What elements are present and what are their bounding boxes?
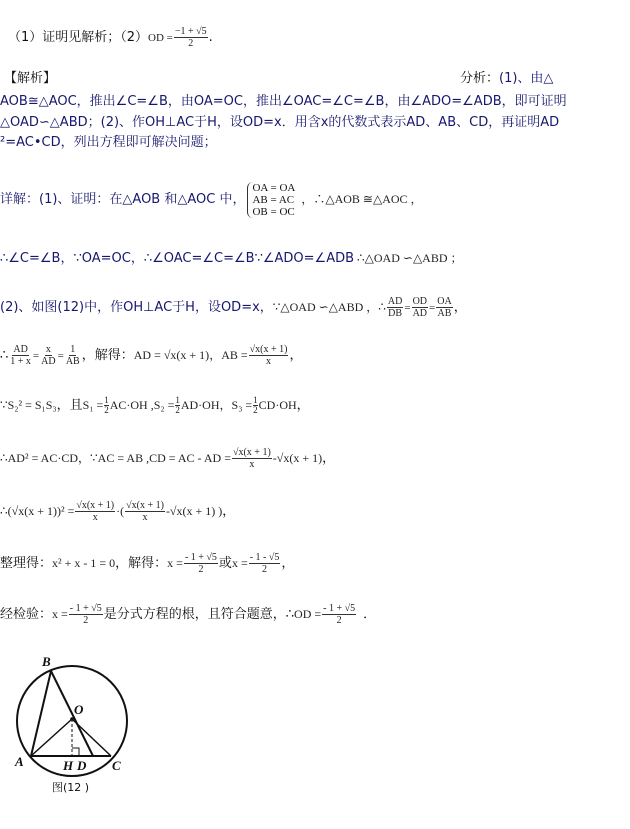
detail-6-end: ，: [322, 451, 336, 466]
ratio-3: [436, 296, 452, 319]
eq-frac-1-num: √x(x + 1): [76, 500, 115, 511]
detail-line-5: [0, 396, 310, 415]
ab-den: x: [266, 356, 272, 367]
ratio-6-den: AB: [65, 356, 80, 367]
root-1-num: - 1 + √5: [184, 552, 217, 563]
detail-5-and: ，且: [56, 398, 83, 413]
detail-2-text: ∴∠C=∠B，∵OA=OC，∴∠OAC=∠C=∠B∵∠ADO=∠ADB: [0, 251, 355, 266]
eq-frac-2-num: √x(x + 1): [126, 500, 164, 511]
detail-1-intro: 详解：(1)、证明：在△AOB 和△AOC 中，: [0, 192, 246, 207]
answer-end: .: [208, 30, 213, 45]
label-d: D: [77, 758, 87, 773]
half-2: $\frac{1}{2}$: [175, 395, 180, 415]
detail-line-3: (2)、如图(12)中，作OH⊥AC于H，设OD=x，∵△OAD ∽△ABD ，∴ $\frac{AD}{DB}$ = $\frac{OD}{AD}$ = $\frac{OA}{AB}$ ，: [0, 296, 467, 319]
root-2: [249, 552, 281, 575]
ratio-2-num: OD: [412, 296, 428, 307]
detail-4-end: ，: [289, 348, 303, 363]
ratio-6: [65, 344, 81, 367]
ratio-4-den: 1 + x: [10, 356, 31, 367]
conclusion-text: 是分式方程的根，且符合题意，∴: [103, 607, 295, 622]
quadratic-equation: x² + x - 1 = 0: [52, 556, 116, 570]
detail-line-1: [0, 181, 423, 218]
detail-line-4: ∴ $\frac{AD}{1 + x}$ = $\frac{x}{AD}$ = $\frac{1}{AB}$ ，解得：AD = √x(x + 1)，AB = $\frac{√x(x + 1)}{x}$ ，: [0, 344, 303, 367]
ratio-1-num: AD: [387, 296, 403, 307]
analysis-line-3: ²=AC•CD，列出方程即可解决问题；: [0, 135, 217, 150]
fenxi-text-1: (1)、由△: [499, 71, 554, 86]
s2-expr: AD·OH: [180, 398, 220, 412]
half-1: $\frac{1}{2}$: [104, 395, 109, 415]
root-3-den: 2: [83, 615, 89, 626]
ratio-3-den: AB: [437, 308, 452, 319]
ad-expression: AD = √x(x + 1): [133, 348, 210, 362]
ad-squared: ∴AD² = AC·CD: [0, 451, 79, 465]
od-final-num: - 1 + √5: [323, 603, 356, 614]
segment-bd: [51, 671, 93, 756]
cd-den: x: [249, 459, 255, 470]
jiede-label: ，解得：: [115, 556, 168, 571]
center-point: [70, 717, 74, 721]
ratio-1: [387, 296, 403, 319]
eq-fraction-2: [125, 500, 165, 523]
od-final-den: 2: [336, 615, 342, 626]
cd-num: √x(x + 1): [232, 447, 271, 458]
root-1-den: 2: [198, 564, 204, 575]
root-2-num: - 1 - √5: [249, 552, 280, 563]
od-denominator: 2: [188, 38, 194, 49]
ab-num: √x(x + 1): [249, 344, 288, 355]
segment-ab: [31, 671, 51, 756]
detail-7-end: ，: [222, 504, 236, 519]
answer-part1: （1）证明见解析；（2）: [8, 30, 149, 45]
od-label-final: OD =: [294, 607, 322, 621]
ratio-2-den: AD: [412, 308, 428, 319]
detail-line-8: [0, 552, 294, 575]
geometry-figure: [0, 650, 150, 800]
s1-label: S₁ =: [82, 398, 104, 412]
fenxi-start: [460, 70, 553, 88]
label-h: H: [63, 758, 74, 773]
detail-5-end: ，: [296, 398, 310, 413]
segment-oa: [31, 719, 72, 756]
segment-oc: [72, 719, 111, 756]
jianyan-label: 经检验：: [0, 607, 53, 622]
ratio-5: [40, 344, 56, 367]
dot-paren: ·(: [116, 504, 125, 518]
detail-line-7: [0, 500, 235, 523]
od-fraction: [174, 26, 208, 49]
x-label-1: x =: [167, 556, 183, 570]
s3-expr: CD·OH: [258, 398, 297, 412]
label-c: C: [112, 758, 121, 773]
ratio-6-num: 1: [70, 344, 76, 355]
cd-fraction: [232, 447, 272, 470]
detail-3-similar: ∵△OAD ∽△ABD ，∴: [272, 300, 386, 314]
detail-line-6: [0, 447, 335, 470]
equation-right: -√x(x + 1) ): [165, 504, 223, 518]
x-label-2: x =: [231, 556, 248, 570]
zhengli-label: 整理得：: [0, 556, 53, 571]
ratio-4-num: AD: [13, 344, 28, 355]
ratio-3-num: OA: [437, 296, 452, 307]
ratio-1-den: DB: [388, 308, 403, 319]
area-relation: ∵S₂² = S₁S₃: [0, 398, 57, 412]
system-eq-1: OA = OA: [252, 181, 296, 194]
right-angle-mark: [72, 748, 79, 756]
detail-3-text: (2)、如图(12)中，作OH⊥AC于H，设OD=x，: [0, 300, 273, 315]
cd-expression: ，∵AC = AB ,CD = AC - AD =: [78, 451, 231, 465]
ab-label: ，AB =: [209, 348, 248, 362]
detail-line-2: [0, 249, 463, 268]
detail-3-end: ，: [453, 300, 467, 315]
ratio-5-den: AD: [41, 356, 56, 367]
label-a: A: [15, 754, 24, 769]
od-label: OD =: [148, 32, 173, 44]
system-eq-3: OB = OC: [252, 205, 295, 218]
label-b: B: [42, 654, 51, 669]
root-1: [184, 552, 218, 575]
s2-label: S₂ =: [153, 398, 175, 412]
jiexi-heading: 【解析】: [4, 71, 57, 86]
detail-4-solve: ，解得：: [81, 348, 134, 363]
od-final-fraction: [322, 603, 356, 626]
s1-expr: AC·OH ,: [109, 398, 154, 412]
od-numerator: −1 + √5: [174, 26, 207, 37]
equation-left: ∴(√x(x + 1))² =: [0, 504, 75, 518]
analysis-line-2: △OAD∽△ABD；(2)、作OH⊥AC于H，设OD=x．用含x的代数式表示AD、AB、CD，再证明AD: [0, 115, 560, 130]
figure-caption: 图(12 ): [52, 781, 90, 794]
eq-fraction-1: [75, 500, 115, 523]
root-2-den: 2: [262, 564, 268, 575]
detail-2-similar: ∴△OAD ∽△ABD ；: [354, 251, 463, 265]
answer-line: [8, 26, 213, 49]
detail-8-end: ，: [281, 556, 295, 571]
root-3-num: - 1 + √5: [69, 603, 102, 614]
congruence-system: [247, 182, 295, 218]
detail-1-conclusion: ，∴△AOB ≅△AOC ，: [301, 192, 423, 206]
therefore-symbol: ∴: [0, 348, 9, 363]
ratio-5-num: x: [45, 344, 51, 355]
x-label-3: x =: [52, 607, 68, 621]
system-eq-2: AB = AC: [252, 193, 295, 206]
root-3: [69, 603, 103, 626]
ratio-4: [9, 344, 32, 367]
cd-minus: -√x(x + 1): [272, 451, 323, 465]
analysis-line-1: AOB≅△AOC，推出∠C=∠B，由OA=OC，推出∠OAC=∠C=∠B，由∠ADO=∠ADB，即可证明: [0, 94, 567, 109]
label-o: O: [74, 702, 84, 717]
fenxi-label: 分析：: [460, 71, 500, 86]
eq-frac-2-den: x: [142, 512, 148, 523]
eq-frac-1-den: x: [92, 512, 98, 523]
s3-label: ，S₃ =: [219, 398, 253, 412]
ab-fraction: [249, 344, 289, 367]
detail-line-9: [0, 603, 376, 626]
half-3: $\frac{1}{2}$: [253, 395, 258, 415]
detail-9-end: ．: [363, 607, 377, 622]
ratio-2: [412, 296, 428, 319]
or-label: 或: [218, 556, 232, 571]
